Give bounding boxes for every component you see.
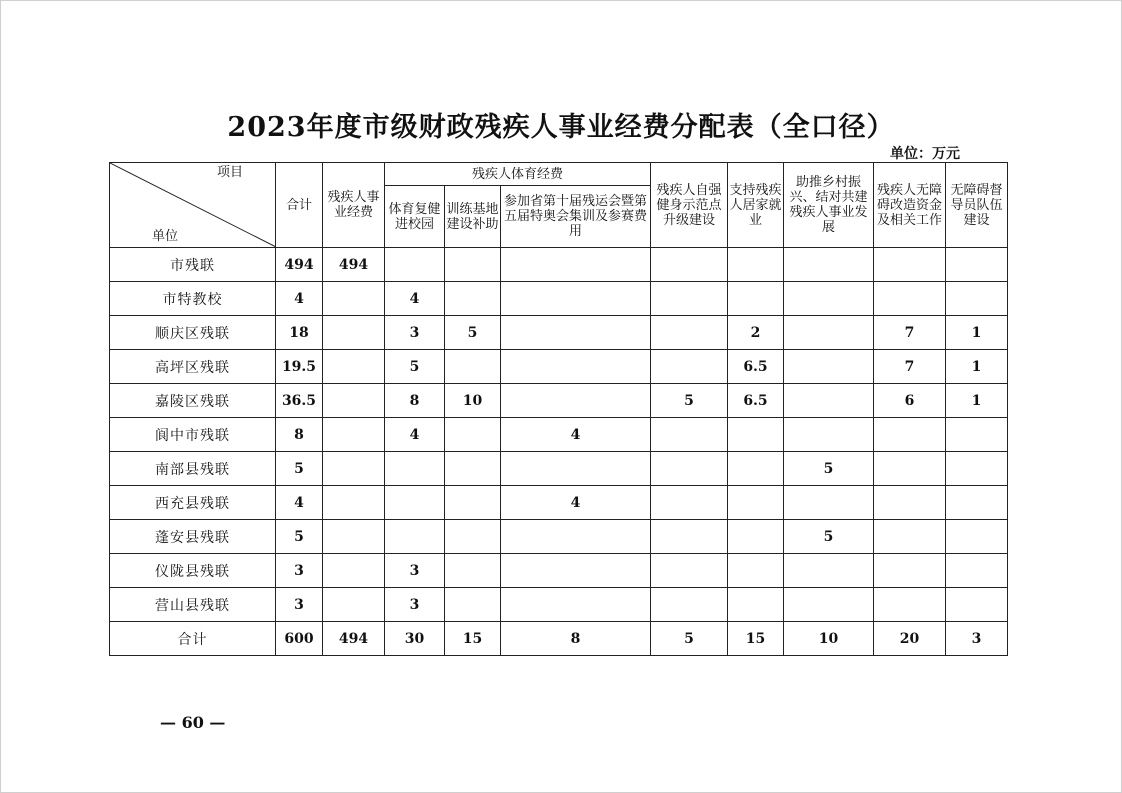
cell-provincial-games	[501, 554, 651, 588]
cell-cause-fund	[323, 486, 385, 520]
cell-training-base	[445, 282, 501, 316]
cell-provincial-games	[501, 588, 651, 622]
header-rural-revival: 助推乡村振兴、结对共建残疾人事业发展	[784, 163, 874, 248]
cell-sports-campus	[385, 520, 445, 554]
cell-home-employment	[728, 282, 784, 316]
table-row	[110, 316, 1008, 350]
header-home-employment: 支持残疾人居家就业	[728, 163, 784, 248]
cell-training-base	[445, 350, 501, 384]
cell-total: 494	[276, 248, 323, 282]
header-unit: 单位	[152, 229, 179, 244]
cell-total: 18	[276, 316, 323, 350]
header-fitness-demo: 残疾人自强健身示范点升级建设	[651, 163, 728, 248]
cell-barrier-free	[874, 588, 946, 622]
table-row	[110, 520, 1008, 554]
cell-home-employment: 2	[728, 316, 784, 350]
cell-sports-campus: 3	[385, 316, 445, 350]
cell-total: 3	[276, 588, 323, 622]
cell-provincial-games: 4	[501, 486, 651, 520]
cell-cause-fund	[323, 452, 385, 486]
cell-unit: 合计	[110, 622, 276, 656]
cell-sports-campus: 8	[385, 384, 445, 418]
cell-barrier-free: 20	[874, 622, 946, 656]
cell-supervisors	[946, 452, 1008, 486]
cell-fitness-demo	[651, 486, 728, 520]
cell-cause-fund	[323, 554, 385, 588]
cell-supervisors: 1	[946, 316, 1008, 350]
header-training-base: 训练基地建设补助	[445, 186, 501, 248]
cell-provincial-games	[501, 452, 651, 486]
cell-cause-fund	[323, 588, 385, 622]
header-barrier-free: 残疾人无障碍改造资金及相关工作	[874, 163, 946, 248]
cell-sports-campus: 3	[385, 554, 445, 588]
cell-rural-revival	[784, 350, 874, 384]
header-project: 项目	[216, 165, 243, 180]
cell-total: 8	[276, 418, 323, 452]
cell-fitness-demo	[651, 316, 728, 350]
header-sports-campus: 体育复健进校园	[385, 186, 445, 248]
cell-supervisors	[946, 520, 1008, 554]
cell-fitness-demo	[651, 520, 728, 554]
cell-training-base	[445, 452, 501, 486]
cell-total: 5	[276, 452, 323, 486]
cell-training-base	[445, 520, 501, 554]
cell-sports-campus	[385, 486, 445, 520]
cell-home-employment	[728, 588, 784, 622]
table-row	[110, 452, 1008, 486]
cell-supervisors: 3	[946, 622, 1008, 656]
cell-unit: 顺庆区残联	[110, 316, 276, 350]
cell-fitness-demo	[651, 248, 728, 282]
cell-rural-revival	[784, 588, 874, 622]
cell-barrier-free	[874, 486, 946, 520]
cell-home-employment	[728, 486, 784, 520]
header-cause-fund: 残疾人事业经费	[323, 163, 385, 248]
cell-sports-campus: 3	[385, 588, 445, 622]
page-number: — 60 —	[160, 713, 226, 732]
cell-barrier-free	[874, 452, 946, 486]
cell-supervisors: 1	[946, 384, 1008, 418]
cell-cause-fund	[323, 520, 385, 554]
cell-barrier-free	[874, 554, 946, 588]
cell-provincial-games	[501, 520, 651, 554]
table-row	[110, 350, 1008, 384]
cell-training-base: 10	[445, 384, 501, 418]
cell-training-base	[445, 418, 501, 452]
cell-training-base	[445, 554, 501, 588]
cell-sports-campus: 4	[385, 282, 445, 316]
cell-unit: 高坪区残联	[110, 350, 276, 384]
cell-total: 600	[276, 622, 323, 656]
cell-training-base	[445, 248, 501, 282]
cell-unit: 蓬安县残联	[110, 520, 276, 554]
cell-home-employment: 15	[728, 622, 784, 656]
cell-sports-campus: 5	[385, 350, 445, 384]
header-sports-group: 残疾人体育经费	[385, 163, 651, 186]
cell-unit: 营山县残联	[110, 588, 276, 622]
cell-provincial-games	[501, 282, 651, 316]
cell-fitness-demo	[651, 418, 728, 452]
cell-unit: 阆中市残联	[110, 418, 276, 452]
cell-provincial-games	[501, 248, 651, 282]
cell-provincial-games: 4	[501, 418, 651, 452]
cell-home-employment	[728, 418, 784, 452]
cell-supervisors	[946, 418, 1008, 452]
cell-barrier-free	[874, 248, 946, 282]
cell-sports-campus: 30	[385, 622, 445, 656]
cell-barrier-free	[874, 520, 946, 554]
cell-rural-revival	[784, 486, 874, 520]
table-row	[110, 554, 1008, 588]
document-title: 2023年度市级财政残疾人事业经费分配表（全口径）	[227, 112, 895, 143]
diagonal-line	[110, 163, 276, 247]
cell-training-base: 5	[445, 316, 501, 350]
cell-cause-fund	[323, 384, 385, 418]
cell-fitness-demo: 5	[651, 384, 728, 418]
cell-total: 3	[276, 554, 323, 588]
cell-unit: 市特教校	[110, 282, 276, 316]
cell-barrier-free	[874, 282, 946, 316]
table-row	[110, 384, 1008, 418]
cell-sports-campus: 4	[385, 418, 445, 452]
cell-sports-campus	[385, 452, 445, 486]
header-provincial-games: 参加省第十届残运会暨第五届特奥会集训及参赛费用	[501, 186, 651, 248]
cell-training-base	[445, 588, 501, 622]
cell-provincial-games	[501, 384, 651, 418]
table-row	[110, 418, 1008, 452]
cell-cause-fund: 494	[323, 622, 385, 656]
cell-supervisors: 1	[946, 350, 1008, 384]
cell-unit: 南部县残联	[110, 452, 276, 486]
cell-supervisors	[946, 248, 1008, 282]
unit-label: 单位：万元	[890, 146, 960, 162]
cell-fitness-demo	[651, 282, 728, 316]
table-body	[110, 248, 1008, 656]
cell-sports-campus	[385, 248, 445, 282]
cell-cause-fund	[323, 418, 385, 452]
cell-provincial-games	[501, 316, 651, 350]
cell-home-employment	[728, 248, 784, 282]
cell-provincial-games	[501, 350, 651, 384]
cell-cause-fund	[323, 282, 385, 316]
cell-fitness-demo	[651, 452, 728, 486]
cell-total: 4	[276, 282, 323, 316]
cell-rural-revival	[784, 384, 874, 418]
cell-rural-revival	[784, 248, 874, 282]
cell-total: 5	[276, 520, 323, 554]
cell-supervisors	[946, 282, 1008, 316]
cell-unit: 西充县残联	[110, 486, 276, 520]
cell-rural-revival: 10	[784, 622, 874, 656]
header-diagonal-cell	[110, 163, 276, 248]
cell-supervisors	[946, 554, 1008, 588]
table-row	[110, 248, 1008, 282]
cell-home-employment	[728, 554, 784, 588]
cell-rural-revival: 5	[784, 452, 874, 486]
cell-rural-revival: 5	[784, 520, 874, 554]
cell-home-employment: 6.5	[728, 384, 784, 418]
cell-supervisors	[946, 486, 1008, 520]
cell-fitness-demo	[651, 554, 728, 588]
cell-fitness-demo	[651, 588, 728, 622]
cell-home-employment	[728, 452, 784, 486]
allocation-table	[109, 162, 1008, 656]
cell-provincial-games: 8	[501, 622, 651, 656]
cell-total: 4	[276, 486, 323, 520]
cell-home-employment: 6.5	[728, 350, 784, 384]
cell-total: 36.5	[276, 384, 323, 418]
cell-barrier-free: 6	[874, 384, 946, 418]
cell-rural-revival	[784, 418, 874, 452]
cell-fitness-demo: 5	[651, 622, 728, 656]
cell-barrier-free	[874, 418, 946, 452]
cell-training-base	[445, 486, 501, 520]
cell-barrier-free: 7	[874, 350, 946, 384]
header-supervisors: 无障碍督导员队伍建设	[946, 163, 1008, 248]
cell-supervisors	[946, 588, 1008, 622]
cell-rural-revival	[784, 316, 874, 350]
cell-cause-fund	[323, 316, 385, 350]
cell-unit: 嘉陵区残联	[110, 384, 276, 418]
cell-rural-revival	[784, 282, 874, 316]
cell-cause-fund: 494	[323, 248, 385, 282]
header-total: 合计	[276, 163, 323, 248]
table-row	[110, 282, 1008, 316]
cell-unit: 市残联	[110, 248, 276, 282]
cell-unit: 仪陇县残联	[110, 554, 276, 588]
table-row	[110, 486, 1008, 520]
cell-fitness-demo	[651, 350, 728, 384]
cell-rural-revival	[784, 554, 874, 588]
cell-barrier-free: 7	[874, 316, 946, 350]
cell-total: 19.5	[276, 350, 323, 384]
table-row	[110, 622, 1008, 656]
cell-home-employment	[728, 520, 784, 554]
cell-cause-fund	[323, 350, 385, 384]
cell-training-base: 15	[445, 622, 501, 656]
table-row	[110, 588, 1008, 622]
